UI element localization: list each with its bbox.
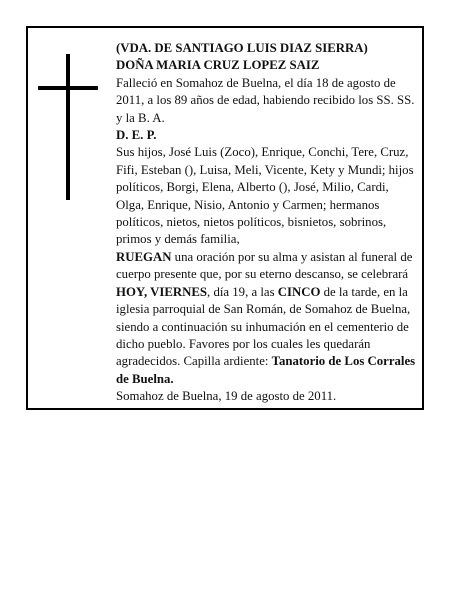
funeral-text-3: de la tarde, en la iglesia parroquial de San Román, de Somahoz de Buelna, siendo a continuación su inhumación en el cementerio de dicho pueblo. Favores por los cuales les quedarán agradecidos. Capilla ardiente: xyxy=(116,284,411,369)
deceased-name: DOÑA MARIA CRUZ LOPEZ SAIZ xyxy=(116,58,320,73)
notice-text xyxy=(116,40,418,406)
funeral-info xyxy=(116,249,418,388)
funeral-day: HOY, VIERNES xyxy=(116,284,208,299)
funeral-home: Tanatorio de Los Corrales de Buelna. xyxy=(116,354,416,386)
funeral-text-2: , día 19, a las xyxy=(207,284,278,299)
ruegan-label: RUEGAN xyxy=(116,249,172,264)
widow-line: (VDA. DE SANTIAGO LUIS DIAZ SIERRA) xyxy=(116,41,368,55)
cross-icon xyxy=(38,54,98,200)
family-list: Sus hijos, José Luis (Zoco), Enrique, Conchi, Tere, Cruz, Fifi, Esteban (), Luisa, Meli, Vicente, Kety y Mundi; hijos políticos, Borgi, Elena, Alberto (), José, Milio, Cardi, Olga, Enrique, Nisio, Antonio y Carmen; hermanos políticos, nietos, nietos políticos, bisnietos, sobrinos, primos y demás familia, xyxy=(116,145,414,247)
place-date: Somahoz de Buelna, 19 de agosto de 2011. xyxy=(116,389,337,404)
obituary-notice xyxy=(26,26,424,410)
dep-line: D. E. P. xyxy=(116,128,157,143)
funeral-text-1: una oración por su alma y asistan al funeral de cuerpo presente que, por su eterno descanso, se celebrará xyxy=(116,249,413,282)
funeral-hour: CINCO xyxy=(277,284,321,299)
death-statement: Falleció en Somahoz de Buelna, el día 18 de agosto de 2011, a los 89 años de edad, habiendo recibido los SS. SS. y la B. A. xyxy=(116,75,415,125)
